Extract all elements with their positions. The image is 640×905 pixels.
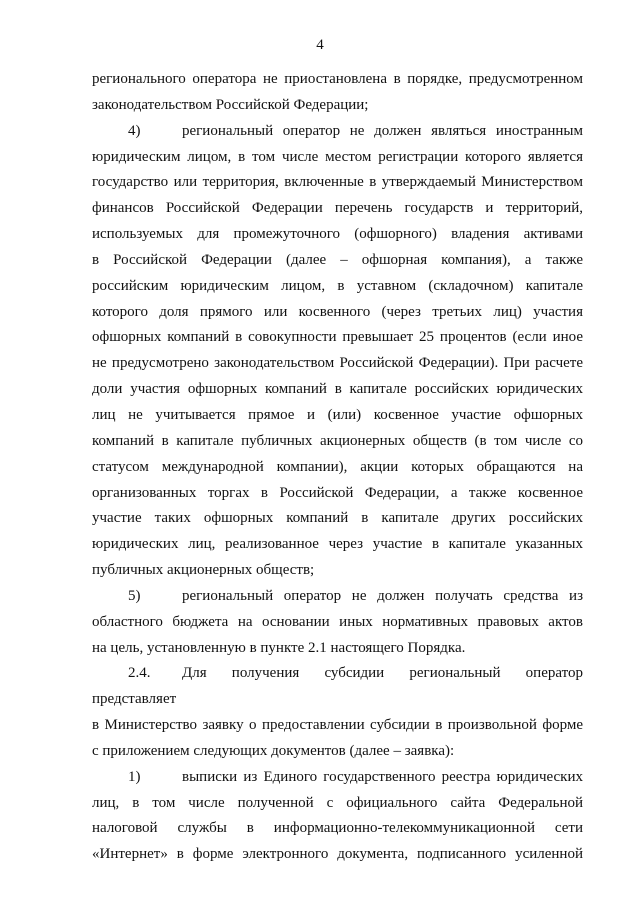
text-segment: региональный оператор не должен являться иностранным [182,122,583,139]
text-line: участие таких офшорных компаний в капитале других российских [92,510,583,527]
text-line: статусом международной компании), акции которых обращаются на [92,458,583,475]
text-line: используемых для промежуточного (офшорного) владения активами [92,226,583,243]
text-line: областного бюджета на основании иных нормативных правовых актов [92,613,583,630]
document-body [92,67,583,868]
section-2-4 [92,661,583,764]
text-line: компаний в капитале публичных акционерных обществ (в том числе со [92,432,583,449]
text-line: организованных торгах в Российской Федерации, а также косвенное [92,484,583,501]
text-line: юридическим лицом, в том числе местом регистрации которого является [92,148,583,165]
text-segment: региональный оператор не должен получать средства из [182,587,583,604]
text-line: «Интернет» в форме электронного документа, подписанного усиленной [92,846,583,863]
text-line: государство или территория, включенные в утверждаемый Министерством [92,174,583,191]
text-line [92,584,583,610]
text-line: офшорных компаний в совокупности превышает 25 процентов (если иное [92,329,583,346]
text-line: лиц, в том числе полученной с официального сайта Федеральной [92,794,583,811]
text-line [92,765,583,791]
text-line: финансов Российской Федерации перечень государств и территорий, [92,200,583,217]
item-number: 5) [128,587,141,604]
text-segment: выписки из Единого государственного реестра юридических [182,768,583,785]
list-item-5 [92,584,583,662]
text-line: в Российской Федерации (далее – офшорная компания), а также [92,251,583,268]
text-line: в Министерство заявку о предоставлении субсидии в произвольной форме [92,717,583,734]
section-number: 2.4. [128,665,151,682]
text-line: российским юридическим лицом, в уставном (складочном) капитале [92,277,583,294]
text-line: налоговой службы в информационно-телекоммуникационной сети [92,820,583,837]
text-line: не предусмотрено законодательством Российской Федерации). При расчете [92,355,583,372]
text-line: на цель, установленную в пункте 2.1 настоящего Порядка. [92,639,466,656]
text-line: которого доля прямого или косвенного (через третьих лиц) участия [92,303,583,320]
text-line: лиц не учитывается прямое и (или) косвенное участие офшорных [92,406,583,423]
text-line [92,661,583,713]
text-line [92,119,583,145]
text-line: с приложением следующих документов (далее – заявка): [92,742,455,759]
text-line: доли участия офшорных компаний в капитале российских юридических [92,381,583,398]
text-line: законодательством Российской Федерации; [92,96,369,113]
list-item-1 [92,765,583,868]
text-line: регионального оператора не приостановлена в порядке, предусмотренном [92,71,583,87]
item-number: 4) [128,122,141,139]
list-item-4 [92,119,583,584]
page-number: 4 [316,37,324,53]
text-segment: Для получения субсидии региональный оператор представляет [92,665,583,708]
item-number: 1) [128,768,141,785]
paragraph-continuation [92,67,583,119]
text-line: публичных акционерных обществ; [92,562,315,579]
text-line: юридических лиц, реализованное через участие в капитале указанных [92,536,583,553]
